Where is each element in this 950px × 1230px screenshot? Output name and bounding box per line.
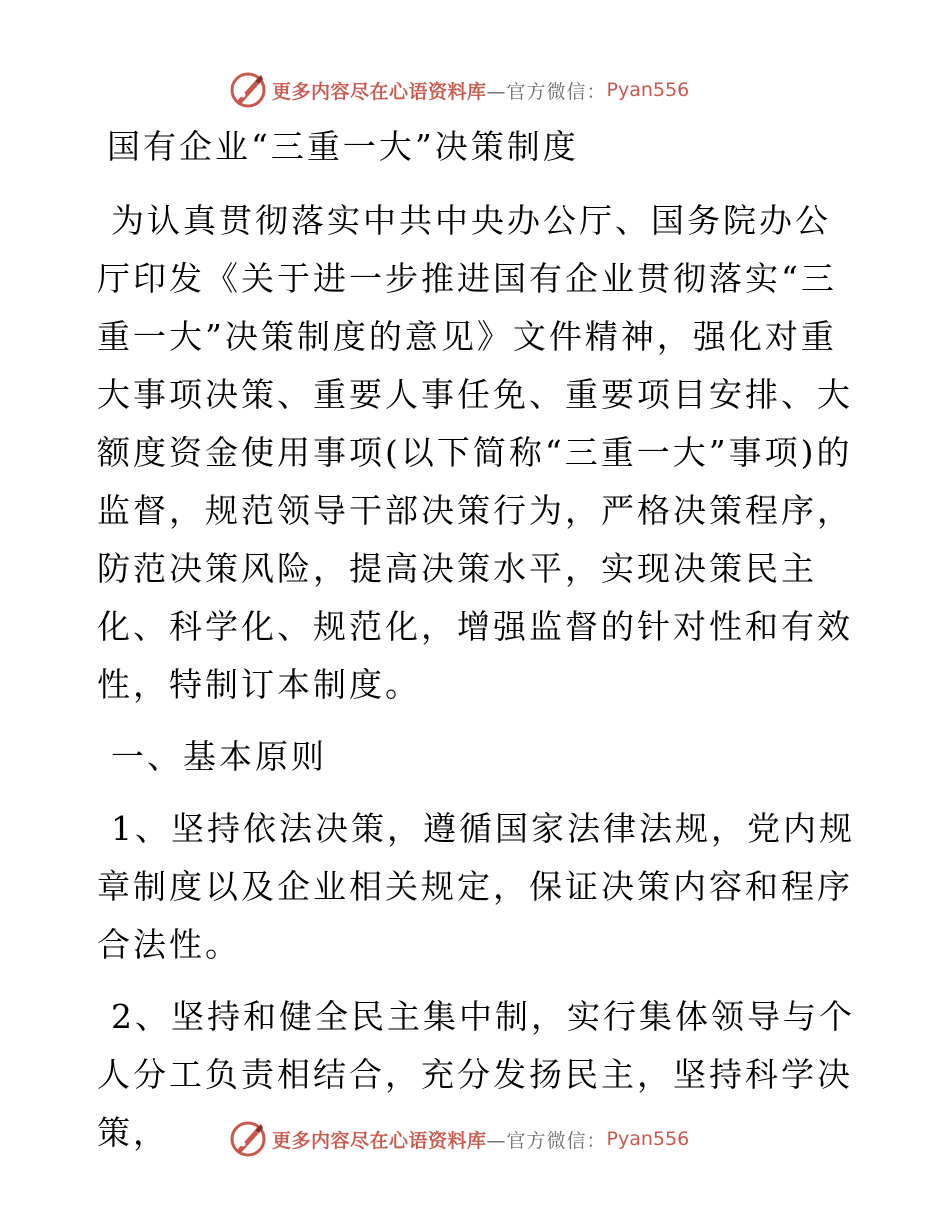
- section-heading: 一、基本原则: [111, 737, 327, 776]
- watermark-wechat-id: Pyan556: [606, 1128, 690, 1150]
- document-title: 国有企业“三重一大”决策制度: [107, 127, 579, 166]
- watermark-slogan: 更多内容尽在心语资料库: [272, 80, 487, 103]
- principle-2: 2、坚持和健全民主集中制，实行集体领导与个人分工负责相结合，充分发扬民主，坚持科学决策，: [97, 997, 855, 1152]
- intro-paragraph: 为认真贯彻落实中共中央办公厅、国务院办公厅印发《关于进一步推进国有企业贯彻落实“三重一大”决策制度的意见》文件精神，强化对重大事项决策、重要人事任免、重要项目安排、大额度资金使用事项(以下简称“三重一大”事项)的监督，规范领导干部决策行为，严格决策程序，防范决策风险，提高决策水平，实现决策民主化、科学化、规范化，增强监督的针对性和有效性，特制订本制度。: [97, 201, 853, 704]
- watermark-slogan: 更多内容尽在心语资料库: [272, 1129, 487, 1152]
- watermark-official: —官方微信：: [486, 80, 607, 103]
- pen-logo-icon: [228, 70, 268, 110]
- header-watermark: [228, 68, 689, 112]
- footer-watermark: [228, 1117, 689, 1161]
- pen-logo-icon: [228, 1119, 268, 1159]
- document-body: [97, 118, 857, 1176]
- watermark-wechat-id: Pyan556: [606, 79, 690, 101]
- principle-1: 1、坚持依法决策，遵循国家法律法规，党内规章制度以及企业相关规定，保证决策内容和程序合法性。: [97, 809, 855, 964]
- watermark-official: —官方微信：: [486, 1129, 607, 1152]
